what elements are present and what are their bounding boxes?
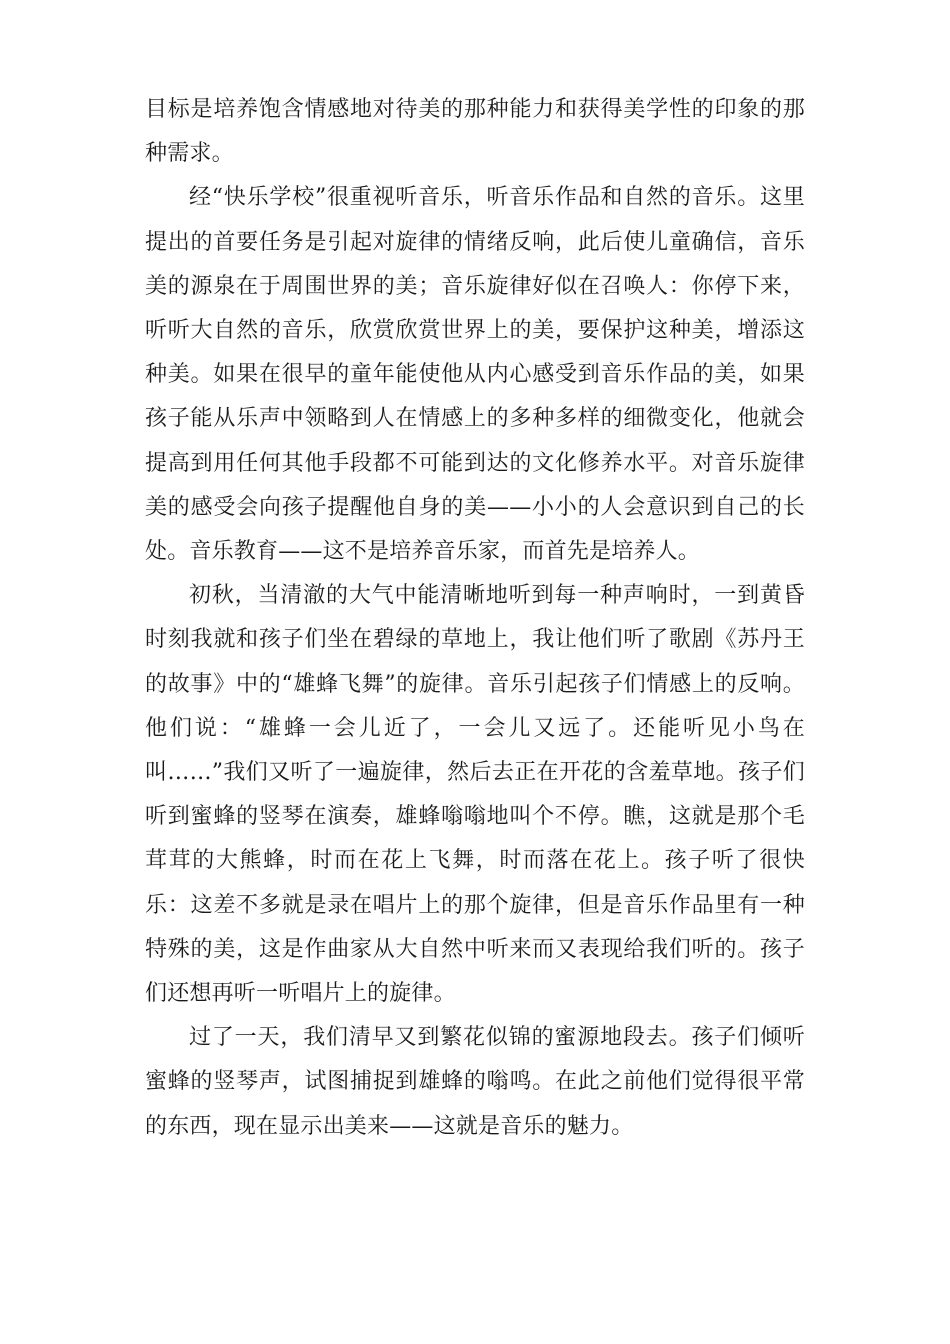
- paragraph-3: 初秋，当清澈的大气中能清晰地听到每一种声响时，一到黄昏时刻我就和孩子们坐在碧绿的草地上，我让他们听了歌剧《苏丹王的故事》中的“雄蜂飞舞”的旋律。音乐引起孩子们情感上的反响。他们说：“雄蜂一会儿近了，一会儿又远了。还能听见小鸟在叫……”我们又听了一遍旋律，然后去正在开花的含羞草地。孩子们听到蜜蜂的竖琴在演奏，雄蜂嗡嗡地叫个不停。瞧，这就是那个毛茸茸的大熊蜂，时而在花上飞舞，时而落在花上。孩子听了很快乐：这差不多就是录在唱片上的那个旋律，但是音乐作品里有一种特殊的美，这是作曲家从大自然中听来而又表现给我们听的。孩子们还想再听一听唱片上的旋律。: [145, 583, 805, 1007]
- paragraph-2: 经“快乐学校”很重视听音乐，听音乐作品和自然的音乐。这里提出的首要任务是引起对旋律的情绪反响，此后使儿童确信，音乐美的源泉在于周围世界的美；音乐旋律好似在召唤人：你停下来，听听大自然的音乐，欣赏欣赏世界上的美，要保护这种美，增添这种美。如果在很早的童年能使他从内心感受到音乐作品的美，如果孩子能从乐声中领略到人在情感上的多种多样的细微变化，他就会提高到用任何其他手段都不可能到达的文化修养水平。对音乐旋律美的感受会向孩子提醒他自身的美——小小的人会意识到自己的长处。音乐教育——这不是培养音乐家，而首先是培养人。: [145, 185, 805, 565]
- document-page: [145, 88, 805, 1149]
- paragraph-1: 目标是培养饱含情感地对待美的那种能力和获得美学性的印象的那种需求。: [145, 97, 805, 167]
- paragraph-4: 过了一天，我们清早又到繁花似锦的蜜源地段去。孩子们倾听蜜蜂的竖琴声，试图捕捉到雄蜂的嗡鸣。在此之前他们觉得很平常的东西，现在显示出美来——这就是音乐的魅力。: [145, 1025, 805, 1139]
